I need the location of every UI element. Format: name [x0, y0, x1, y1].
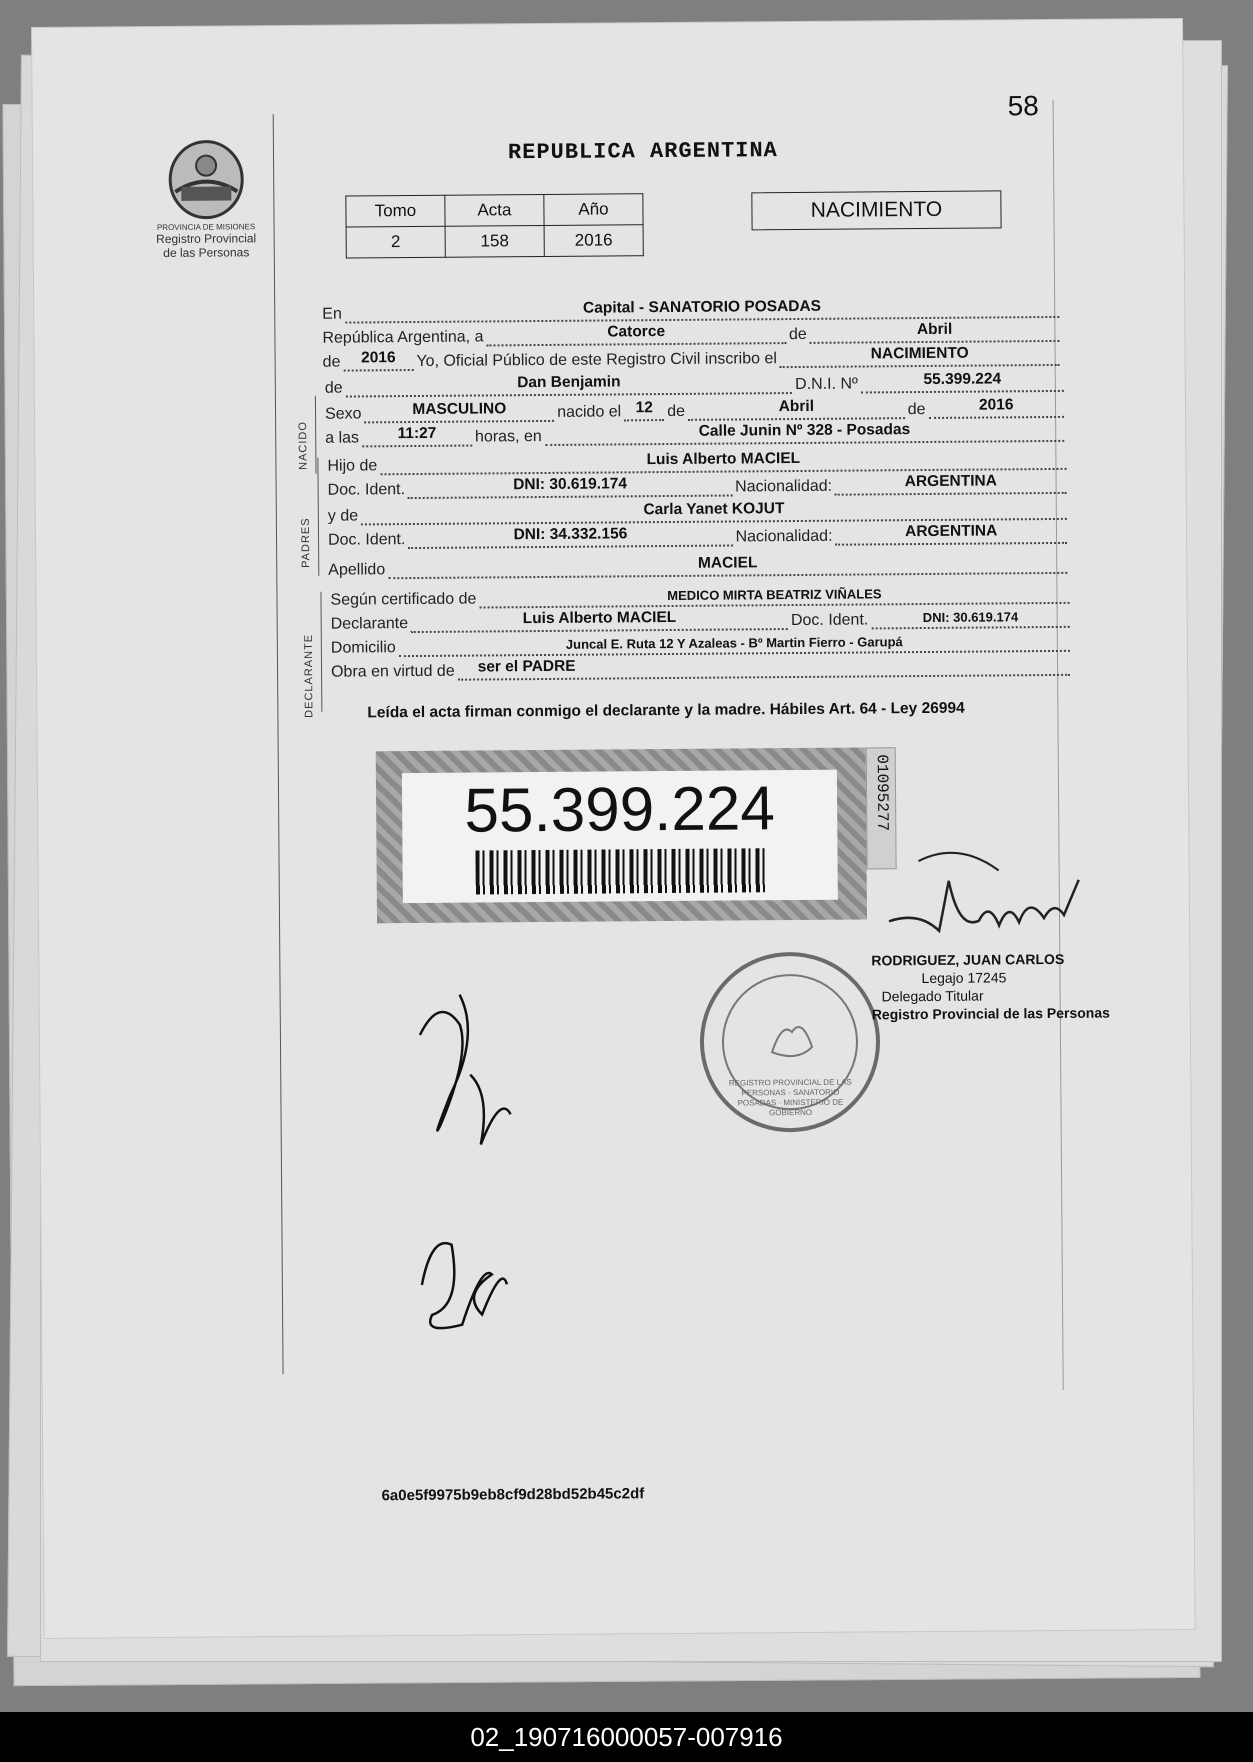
document-hash: 6a0e5f9975b9eb8cf9d28bd52b45c2df [381, 1485, 645, 1505]
birth-certificate-page [32, 19, 1195, 1638]
anio-value: 2016 [361, 349, 396, 367]
document-title: REPUBLICA ARGENTINA [507, 138, 778, 166]
form-row-hora [325, 420, 1067, 448]
declarant-signature-icon [399, 974, 541, 1175]
nacionalidad2-label: Nacionalidad: [735, 527, 833, 546]
nac-mes-value: Abril [778, 397, 815, 416]
mother-signature-icon [401, 1204, 522, 1355]
form-row-en [322, 296, 1062, 324]
horas-en-label: horas, en [474, 428, 542, 446]
dni-label: D.N.I. Nº [795, 375, 858, 394]
nacido-section-label: NACIDO [297, 421, 310, 470]
nac-dia-value: 12 [635, 399, 653, 417]
sticker-number: 55.399.224 [464, 774, 776, 846]
sexo-value: MASCULINO [412, 400, 507, 419]
crest-label-line1: Registro Provincial [156, 231, 257, 247]
tomo-header: Tomo [346, 195, 445, 227]
dni-value: 55.399.224 [923, 370, 1002, 389]
declarante-label: Declarante [330, 615, 409, 633]
declarante-section-label: DECLARANTE [302, 633, 316, 718]
domicilio-label: Domicilio [330, 639, 396, 657]
en-label: En [322, 305, 342, 323]
apellido-label: Apellido [328, 561, 386, 579]
nacido-el-label: nacido el [557, 403, 622, 421]
decl-doc-value: DNI: 30.619.174 [922, 609, 1019, 626]
official-legajo: Legajo 17245 [921, 969, 1007, 987]
apellido-value: MACIEL [697, 554, 758, 572]
registry-table [345, 193, 643, 258]
nacionalidad-label: Nacionalidad: [735, 477, 833, 496]
seal-emblem-icon [762, 1012, 822, 1072]
acta-value: 158 [445, 225, 544, 257]
official-name: RODRIGUEZ, JUAN CARLOS [871, 950, 1065, 969]
madre-doc-value: DNI: 34.332.156 [513, 525, 628, 544]
form-row-padre [327, 448, 1069, 476]
de-label: de [788, 325, 807, 344]
barcode-icon [475, 848, 765, 894]
closing-note: Leída el acta firman conmigo el declarante y la madre. Hábiles Art. 64 - Ley 26994 [367, 699, 965, 722]
form-row-domicilio [331, 630, 1073, 658]
form-row-oficial [323, 344, 1063, 372]
official-office: Registro Provincial de las Personas [871, 1004, 1110, 1023]
dia-value: Catorce [607, 323, 666, 341]
dni-sticker [376, 747, 867, 923]
official-signature-icon [878, 840, 1109, 952]
de3-label: de [324, 379, 343, 397]
en-value: Capital - SANATORIO POSADAS [582, 297, 822, 317]
sticker-panel [402, 770, 838, 903]
official-stamp [871, 950, 1110, 1024]
de4-label: de [667, 402, 686, 421]
obra-label: Obra en virtud de [331, 662, 455, 681]
hijo-de-label: Hijo de [327, 457, 378, 475]
tomo-value: 2 [346, 226, 445, 258]
form-row-fecha [322, 320, 1062, 348]
official-seal [699, 951, 880, 1132]
form-row-sexo [325, 396, 1067, 424]
page-number: 58 [1007, 90, 1039, 122]
inscribo-value: NACIMIENTO [870, 344, 969, 363]
form-row-declarante [331, 606, 1073, 634]
padre-doc-value: DNI: 30.619.174 [513, 475, 627, 494]
declarante-value: Luis Alberto MACIEL [522, 608, 677, 628]
republica-label: República Argentina, a [322, 328, 484, 347]
a-las-label: a las [325, 429, 360, 447]
acta-header: Acta [445, 194, 544, 226]
madre-value: Carla Yanet KOJUT [643, 500, 785, 519]
y-de-label: y de [327, 507, 359, 525]
anio-header: Año [544, 194, 643, 226]
padre-nac-value: ARGENTINA [904, 472, 997, 491]
margin-line [273, 114, 284, 1374]
anio-value: 2016 [544, 225, 643, 257]
seal-text: REGISTRO PROVINCIAL DE LAS PERSONAS · SANATORIO POSADAS · MINISTERIO DE GOBIERNO [728, 1077, 852, 1118]
de5-label: de [907, 400, 926, 419]
file-id-strip: 02_190716000057-007916 [0, 1712, 1253, 1762]
oficial-label: Yo, Oficial Público de este Registro Civil inscribo el [416, 350, 777, 370]
form-row-apellido [328, 552, 1070, 580]
hora-value: 11:27 [397, 424, 437, 443]
section-divider [317, 458, 319, 576]
form-row-madre-doc [328, 522, 1070, 550]
lugar-value: Calle Junin Nº 328 - Posadas [698, 421, 911, 440]
section-divider [320, 592, 322, 712]
act-type-box: NACIMIENTO [751, 190, 1001, 230]
obra-value: ser el PADRE [477, 657, 576, 676]
crest-text: PROVINCIA DE MISIONES [156, 222, 256, 233]
de2-label: de [322, 353, 341, 371]
official-role: Delegado Titular [881, 987, 984, 1005]
madre-nac-value: ARGENTINA [905, 522, 998, 541]
mes-value: Abril [916, 320, 953, 339]
section-divider [315, 396, 317, 474]
sticker-serial: 01095277 [872, 754, 892, 832]
doc-ident-label: Doc. Ident. [327, 481, 406, 499]
form-row-padre-doc [328, 472, 1070, 500]
right-margin-line [1053, 100, 1064, 1390]
form-row-nombre [325, 370, 1067, 398]
doc-ident2-label: Doc. Ident. [327, 531, 406, 549]
domicilio-value: Juncal E. Ruta 12 Y Azaleas - Bº Martin Fierro - Garupá [565, 634, 903, 652]
form-row-madre [328, 498, 1070, 526]
padre-value: Luis Alberto MACIEL [646, 449, 801, 469]
certificado-label: Según certificado de [330, 590, 477, 609]
crest-label-line2: de las Personas [163, 245, 250, 260]
form-row-certificado [330, 582, 1072, 610]
nombre-value: Dan Benjamin [517, 373, 621, 392]
nac-anio-value: 2016 [978, 396, 1014, 414]
province-crest [133, 131, 279, 260]
sexo-label: Sexo [324, 405, 362, 423]
crest-emblem-icon [160, 131, 251, 222]
padres-section-label: PADRES [299, 517, 313, 568]
form-row-obra [331, 654, 1073, 682]
decl-doc-label: Doc. Ident. [790, 611, 869, 630]
certificado-value: MEDICO MIRTA BEATRIZ VIÑALES [667, 586, 882, 604]
